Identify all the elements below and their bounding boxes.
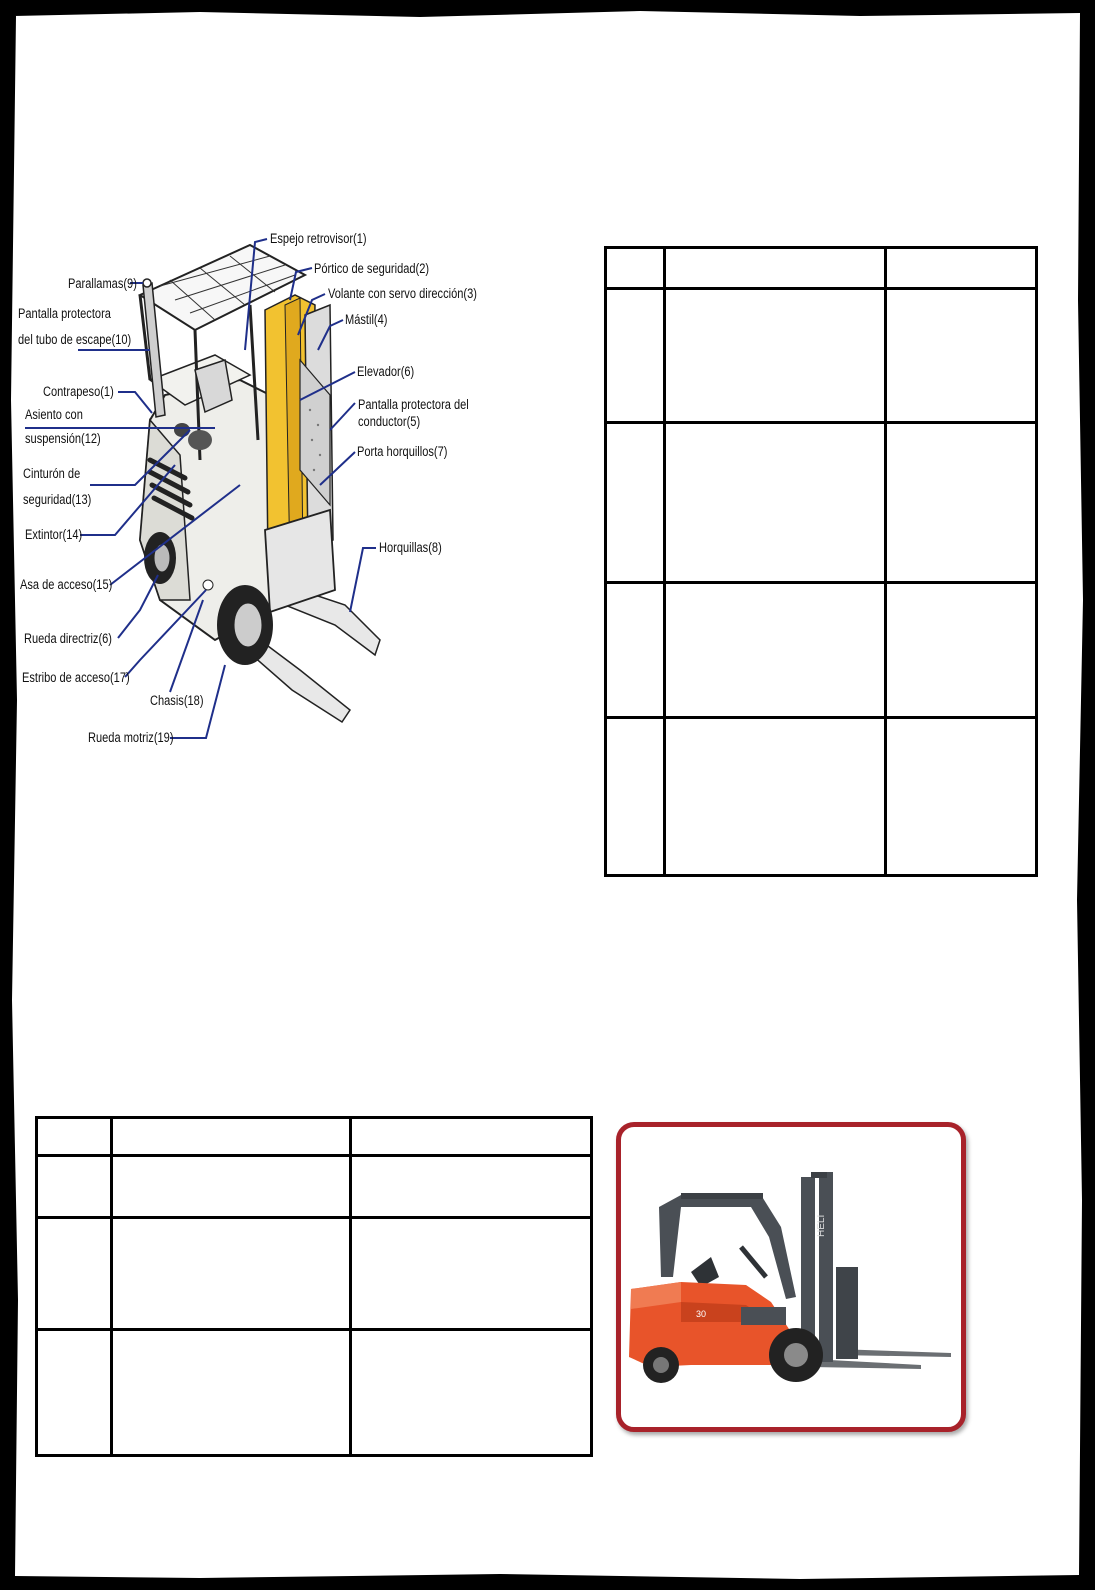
label-rueda-motriz: Rueda motriz(19) [88,730,174,745]
table-cell [351,1330,592,1456]
forklift-photo-card [616,1122,966,1432]
label-chasis: Chasis(18) [150,693,204,708]
table-cell [886,289,1037,423]
forklift-drawing [0,0,480,760]
label-porta: Porta horquillos(7) [357,444,448,459]
forklift-photo [621,1127,961,1427]
label-asa: Asa de acceso(15) [20,577,113,592]
label-pantalla-cond-1: Pantalla protectora del [358,397,469,412]
table-cell [112,1218,351,1330]
table-cell [665,583,886,718]
label-espejo: Espejo retrovisor(1) [270,231,367,246]
table-cell [37,1118,112,1156]
label-horquillas: Horquillas(8) [379,540,442,555]
table-cell [351,1218,592,1330]
label-cinturon-2: seguridad(13) [23,492,92,507]
table-cell [37,1218,112,1330]
table-cell [606,718,665,876]
table-cell [665,289,886,423]
blank-table-bottom [35,1116,593,1457]
label-pantalla-tubo-2: del tubo de escape(10) [18,332,132,347]
table-cell [351,1156,592,1218]
table-cell [665,718,886,876]
label-pantalla-cond-2: conductor(5) [358,414,421,429]
label-portico: Pórtico de seguridad(2) [314,261,430,276]
label-mastil: Mástil(4) [345,312,388,327]
table-cell [351,1118,592,1156]
label-contrapeso: Contrapeso(1) [43,384,114,399]
table-cell [37,1156,112,1218]
table-cell [112,1156,351,1218]
table-cell [886,718,1037,876]
label-pantalla-tubo-1: Pantalla protectora [18,306,111,321]
model-number: 30 [696,1309,707,1319]
table-cell [37,1330,112,1456]
table-cell [112,1330,351,1456]
label-asiento-2: suspensión(12) [25,431,101,446]
table-cell [606,583,665,718]
forklift-diagram [0,0,480,760]
table-cell [665,423,886,583]
label-asiento-1: Asiento con [25,407,83,422]
table-cell [886,248,1037,289]
label-extintor: Extintor(14) [25,527,83,542]
label-cinturon-1: Cinturón de [23,466,81,481]
table-cell [606,423,665,583]
table-cell [606,289,665,423]
table-cell [886,583,1037,718]
label-elevador: Elevador(6) [357,364,415,379]
label-rueda-directriz: Rueda directriz(6) [24,631,112,646]
table-cell [112,1118,351,1156]
blank-table-right [604,246,1038,877]
label-parallamas: Parallamas(9) [68,276,137,291]
table-cell [606,248,665,289]
label-volante: Volante con servo dirección(3) [328,286,477,301]
label-estribo: Estribo de acceso(17) [22,670,130,685]
table-cell [665,248,886,289]
table-cell [886,423,1037,583]
mast-brand: HELI [816,1214,827,1237]
